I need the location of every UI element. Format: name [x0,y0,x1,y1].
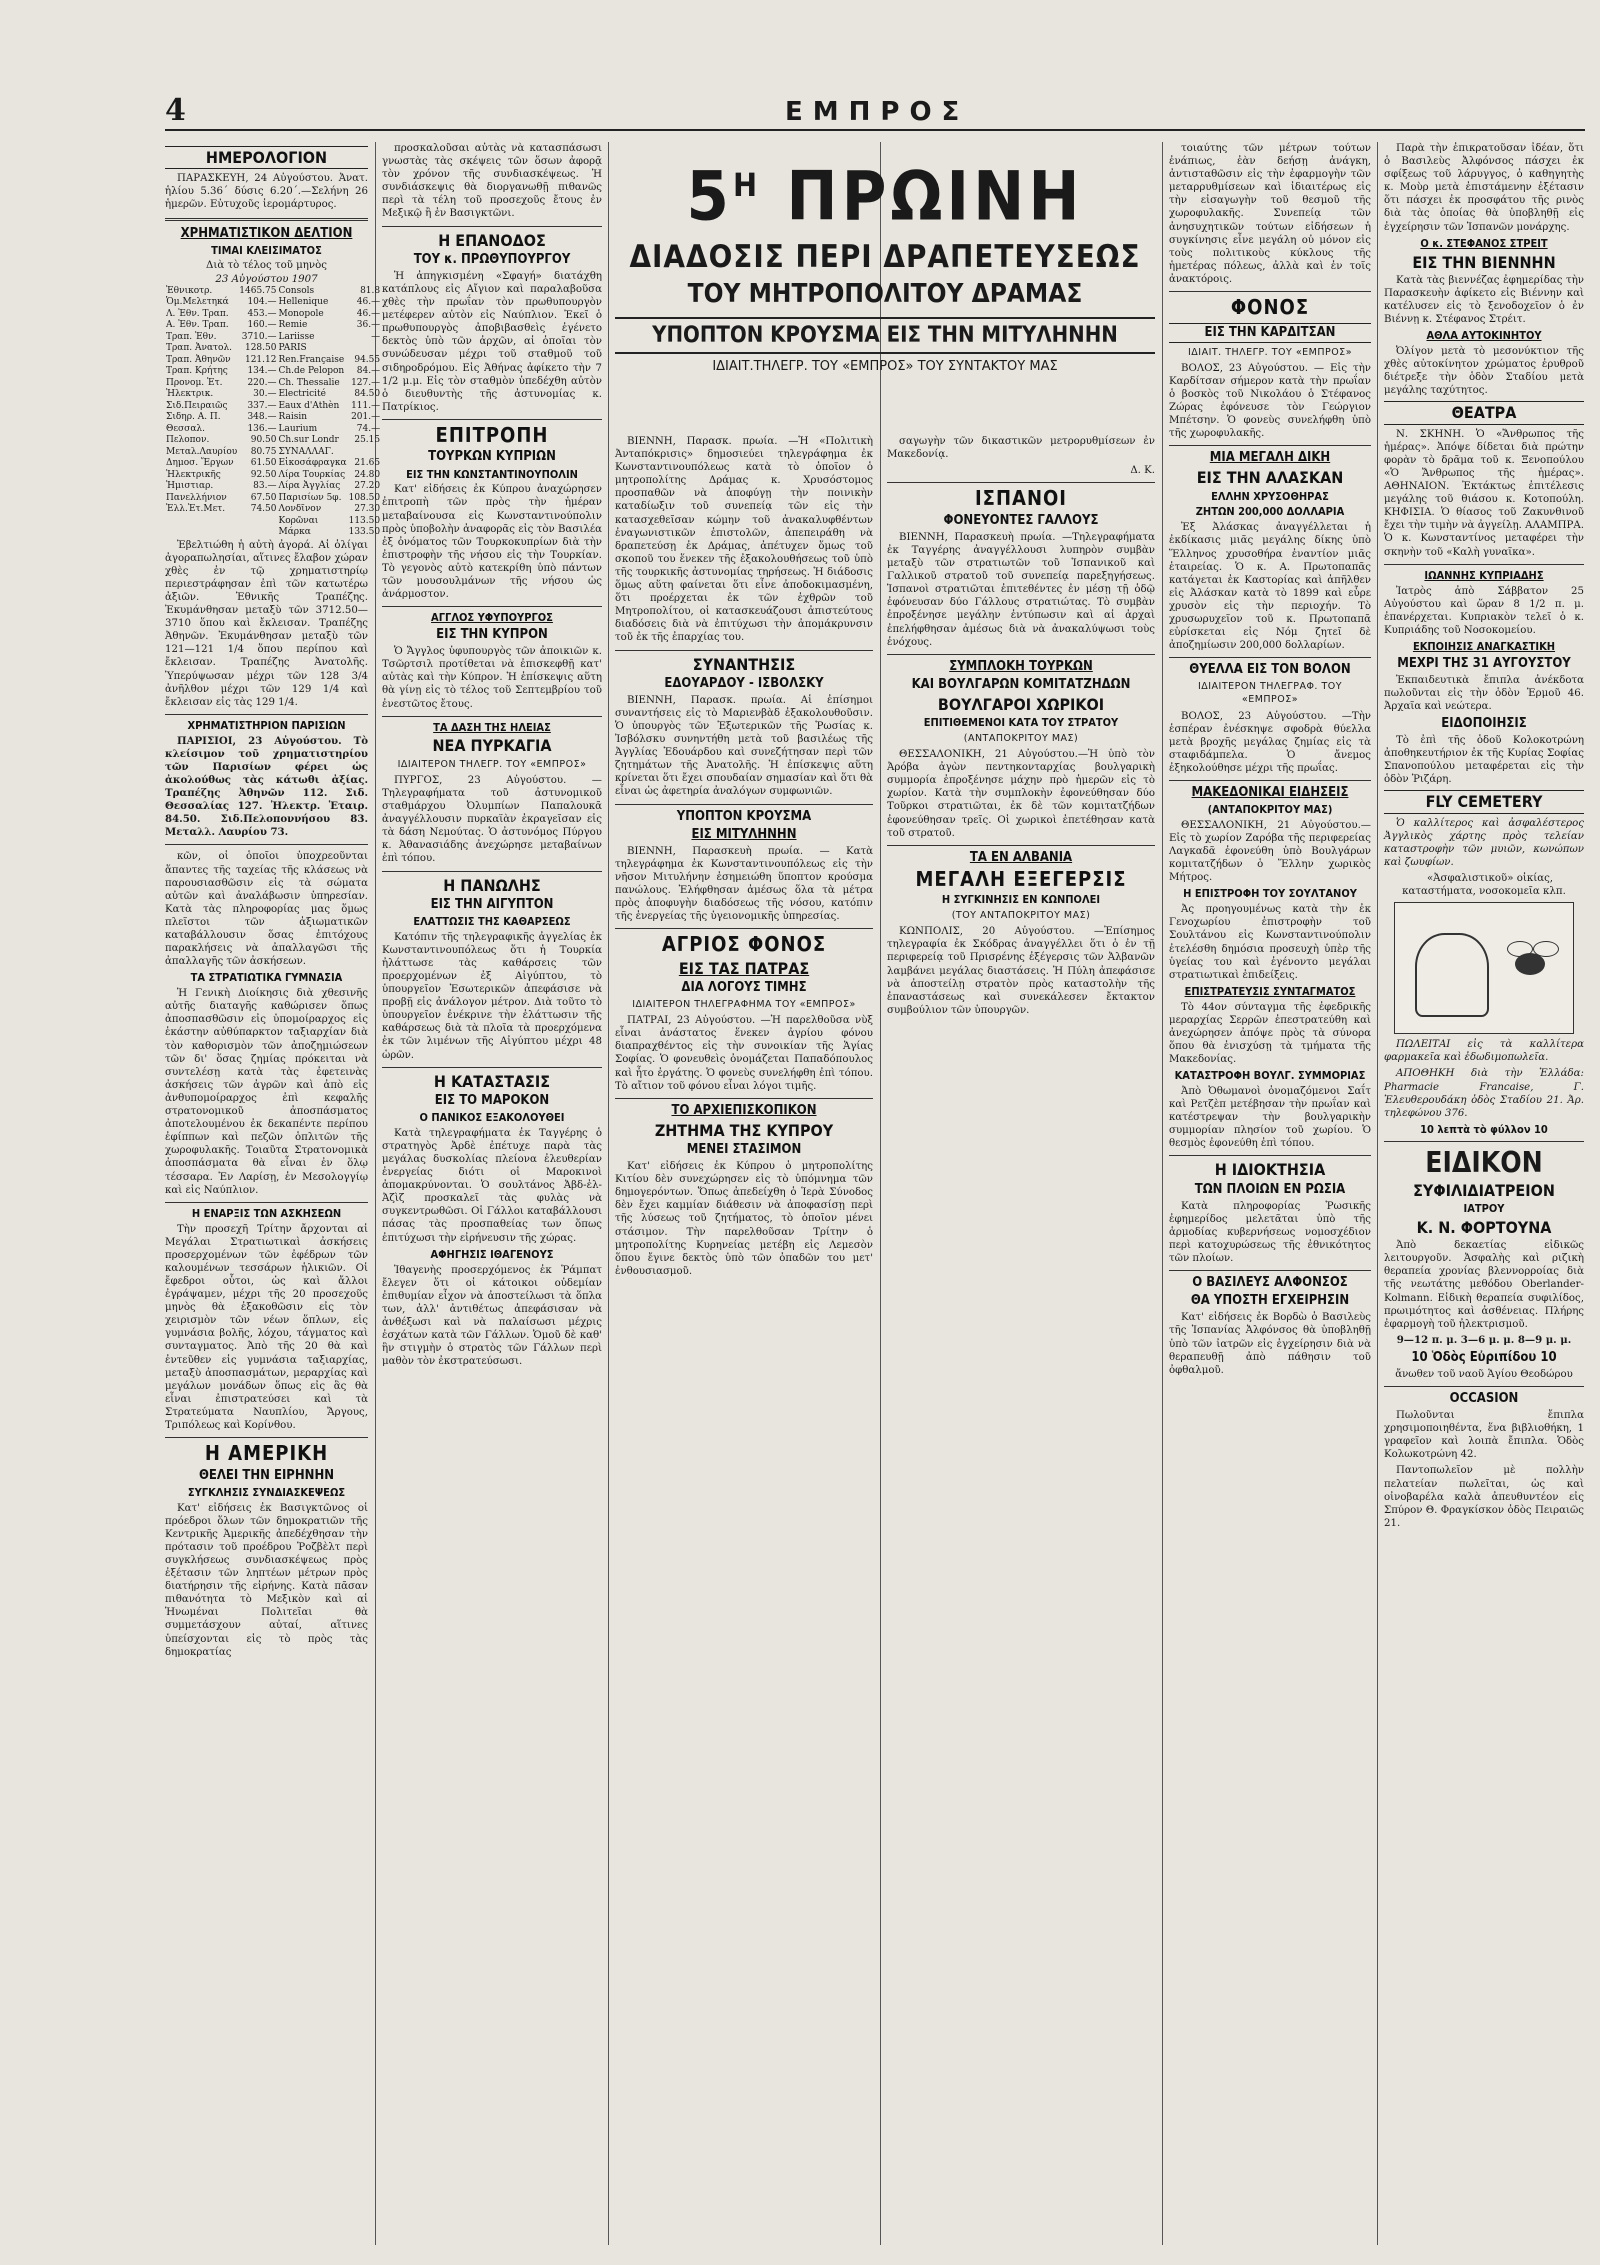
pm-subheading: ΤΟΥ κ. ΠΡΩΘΥΠΟΥΡΓΟΥ [413,251,571,267]
rate-cell: 104.— [247,297,277,308]
ad-heading: ΙΩΑΝΝΗΣ ΚΥΠΡΙΑΔΗΣ [1424,568,1544,582]
rate-cell: 121.12 [244,354,277,365]
column-1 [165,142,381,2245]
notice-text: Τὸ ἐπὶ τῆς ὁδοῦ Κολοκοτρώνη ἀποθηκευτήριον ἐκ τῆς Κυρίας Σοφίας Σπανοπούλου μεταφέρεται εἰς τὴν ὁδὸν Ῥιζάρη. [1384,735,1584,786]
rate-cell: Πελοπον. [166,435,210,446]
sale-heading: ΕΚΠΟΙΗΣΙΣ ΑΝΑΓΚΑΣΤΙΚΗ [1412,639,1556,653]
column-rule [880,142,881,2245]
rate-cell: 21.65 [354,458,381,469]
lead-text: τοιαύτης τῶν μέτρων τούτων ἐνάπιως, ἐὰν δεήσῃ ἀνάγκη, ἀντισταθῶσιν εἰς τὴν ἐφαρμογὴν τῶν μεταρρυθμίσεων καὶ ἰδιαιτέρως εἰς τὴν εἰσαγωγὴν τοῦ θεσμοῦ τῆς χωροφυλακῆς. Συνεπείᾳ τῶν ἀνησυχητικῶν τούτων εἰδήσεων ἡ συγκίνησις εἶνε μεγάλη οὐ μόνον εἰς τοὺς πολιτικοὺς κύκλους τῆς ἡμετέρας πόλεως, ἀλλὰ καὶ ἐν τοῖς ἀνακτόροις. [1169,143,1371,285]
rate-cell: 160.— [247,320,277,331]
meeting-text: ΒΙΕΝΝΗ, Παρασκ. πρωία. Αἱ ἐπίσημοι συναντήσεις εἰς τὸ Μαριενβὰδ ἐξακολουθοῦσιν. Ὁ ὑπουργὸς τῶν Ἐξωτερικῶν τῆς Ῥωσίας κ. Ἰσβόλσκυ συνηντήθη μετὰ τοῦ βασιλέως τῆς Ἀγγλίας Ἐδουάρδου καὶ συνεζήτησαν περὶ τῶν ζητημάτων τῆς Ἀνατολῆς. Ἡ ἐπίσκεψις αὕτη κρίνεται ὅτι ἔχει σπουδαίαν σημασίαν καὶ ὅτι θὰ εἶναι ὡς ἀφετηρία ἀναλόγων συμφωνιῶν. [615,694,873,798]
sultan-heading: Η ΕΠΙΣΤΡΟΦΗ ΤΟΥ ΣΟΥΛΤΑΝΟΥ [1183,887,1357,901]
market-heading: ΧΡΗΜΑΤΙΣΤΙΚΟΝ ΔΕΛΤΙΟΝ [180,225,353,241]
rate-cell: Παρισίων 5φ. [278,492,342,503]
rate-cell: Δημοσ. Ἔργων [166,458,234,469]
rate-cell: Μεταλ.Λαυρίου [166,446,238,457]
divider [382,871,602,872]
rate-cell: Raisin [278,412,308,423]
rate-cell: 136.— [247,423,277,434]
rate-cell: Monopole [278,308,324,319]
divider [887,482,1155,483]
banner-heading-2: ΤΟΥ ΜΗΤΡΟΠΟΛΙΤΟΥ ΔΡΑΜΑΣ [687,278,1083,309]
rate-row [165,355,381,367]
divider [382,419,602,420]
plague-heading: Η ΠΑΝΩΛΗΣ [443,875,541,895]
ad-text: Ἰατρὸς ἀπὸ Σάββατον 25 Αὐγούστου καὶ ὥραν 8 1/2 π. μ. ἐπανέρχεται. Κυπριακὸν τελεῖ ὁ κ. Κυπριάδης τοῦ Νοσοκομείου. [1384,585,1584,636]
theatre-heading: ΘΕΑΤΡΑ [1384,401,1584,424]
account-text: Ἰθαγενὴς προσερχόμενος ἐκ Ῥάμπατ ἔλεγεν ὅτι οἱ κάτοικοι οὐδεμίαν ἐπιθυμίαν εἶχον νὰ ἀποστείλωσι τὰ ὅπλα των, ἀλλ' ἀντιθέτως ἀπεφάσισαν νὰ ἀνθέξωσι καὶ νὰ παλαίσωσι μέχρις ἐσχάτων κατὰ τῶν Γάλλων. Ὁμοῦ δὲ καθ' ἣν στιγμὴν ὁ στρατὸς τῶν Γάλλων περὶ μαθὸν τὸν ἐκστρατεύσωσι. [382,1264,602,1368]
car-heading: ΑΘΛΑ ΑΥΤΟΚΙΝΗΤΟΥ [1426,329,1542,343]
morocco-subheading: ΕΙΣ ΤΟ ΜΑΡΟΚΟΝ [434,1092,550,1108]
king-heading: Ο ΒΑΣΙΛΕΥΣ ΑΛΦΟΝΣΟΣ [1192,1275,1348,1291]
rate-row [165,493,381,505]
column-rule [1377,142,1378,2245]
storm-heading: ΘΥΕΛΛΑ ΕΙΣ ΤΟΝ ΒΟΛΟΝ [1189,662,1351,678]
rate-cell: Ὁμ.Μελετηκά [166,297,229,308]
divider [887,845,1155,846]
fly-icon [1515,953,1545,975]
rate-row [165,309,381,321]
case-text: ΒΙΕΝΝΗ, Παρασκευὴ πρωία. — Κατὰ τηλεγράφημα ἐκ Κωνσταντινουπόλεως εἰς τὴν νῆσον Μιτυλήνην ἐσημειώθη ὕποπτον κρούσμα πανώλους. Ἐλήφθησαν ἀμέσως ὅλα τὰ μέτρα πρὸς ἀποφυγὴν διαδόσεως τῆς νόσου, κατόπιν τῆς ἐνεργείας τῆς ὑγειονομικῆς ὑπηρεσίας. [615,845,873,923]
rate-cell: 220.— [247,377,277,388]
lead-text: Παρὰ τὴν ἐπικρατοῦσαν ἰδέαν, ὅτι ὁ Βασιλεὺς Ἀλφόνσος πάσχει ἐκ σφίξεως τοῦ λάρυγγος, ὁ καθηγητὴς κ. Μοὺρ μετὰ ἐπιστάμενην ἐξέτασιν ὅτι πάσχει ἐκ προσφάτου τῆς ρινὸς διὰ τὰς ὁποίας θὰ ὑποβληθῇ εἰς ἐγχείρησιν τῶν Ἱσπανῶν μονάρχης. [1384,143,1584,233]
rate-cell: 30.— [253,389,277,400]
rate-cell: 134.— [247,366,277,377]
occasion-text: Πωλοῦνται ἔπιπλα χρησιμοποιηθέντα, ἕνα βιβλιοθήκη, 1 γραφεῖον καὶ λοιπὰ ἔπιπλα. Ὁδὸς Κολωκοτρώνη 42. [1384,1410,1584,1461]
rate-row [165,378,381,390]
murder-subheading: ΕΙΣ ΤΗΝ ΚΑΡΔΙΤΣΑΝ [1169,323,1371,343]
rate-cell: 84.— [356,366,381,377]
macedonia-heading: ΜΑΚΕΔΟΝΙΚΑΙ ΕΙΔΗΣΕΙΣ [1191,784,1349,800]
king-subheading: ΘΑ ΥΠΟΣΤΗ ΕΓΧΕΙΡΗΣΙΝ [1190,1293,1350,1309]
rate-cell: 111.— [351,400,381,411]
fly-ad-slogan: «Ἀσφαλιστικοῦ» οἰκίας, καταστήματα, νοσοκομεῖα κλπ. [1402,873,1566,898]
rate-cell: Ἠλεκτρικ. [166,389,214,400]
exercises-text: Τὴν προσεχῆ Τρίτην ἄρχονται αἱ Μεγάλαι Στρατιωτικαὶ ἀσκήσεις προσερχομένων τῶν ἐφέδρων τῶν καλουμένων τεσσάρων ἡλικιῶν. Οἱ ἔφεδροι οὗτοι, ὡς καὶ ἄλλοι ἐγράψαμεν, μέχρι τῆς 20 προσεχοῦς μηνὸς θὰ ἐξακοθῶσιν εἰς τὸν χειρισμὸν τῶν νέων ὅπλων, εἰς γυμνάσια βολῆς, λόχου, τάγματος καὶ συνταγματος. Ἀπὸ τῆς 20 θὰ καὶ ἐντεῦθεν εἰς γυμνάσια ταξιαρχίας, μεταξὺ ἀποσπασμάτων, μεραρχίας καὶ μεγάλων μονάδων ὅπως εἰς ἃς θὰ εἶναι ἐπιστρατεύσει καὶ τὰ Στρατεύματα Ναυπλίου, Ἄργους, Τριπόλεως καὶ Κορίνθου. [165,1223,368,1431]
rate-cell: 127.— [351,377,381,388]
rate-cell: 61.50 [250,458,277,469]
clinic-doctor: Κ. Ν. ΦΟΡΤΟΥΝΑ [1416,1217,1552,1237]
rate-row [165,332,381,344]
spanish-subheading: ΦΟΝΕΥΟΝΤΕΣ ΓΑΛΛΟΥΣ [943,512,1099,528]
divider [1169,291,1371,292]
rate-cell: Λ. Ἐθν. Τραπ. [166,308,229,319]
market-date: 23 Αὐγούστου 1907 [215,273,318,285]
column-5 [1169,142,1371,2245]
divider [1384,1141,1584,1142]
rate-cell: Προνομ. Ἑτ. [166,377,223,388]
divider [1169,445,1371,446]
divider [382,716,602,717]
lead-text: ΒΙΕΝΝΗ, Παρασκ. πρωία. —Ἡ «Πολιτικὴ Ἀνταπόκρισις» δημοσιεύει τηλεγράφημα ἐκ Κωνσταντινουπόλεως κατὰ τὸ ὁποῖον ὁ μητροπολίτης Δράμας κ. Χρυσόστομος προσπαθῶν νὰ ἀποφύγῃ τὴν ποινικὴν καταδίωξιν τοῦ συνεπείᾳ τῶν εἰς τὴν κατασχεθεῖσαν κώμην τοῦ ἀνακαλυφθέντων ἐναγωνιστικῶν ἐπιστολῶν, ἀπεπειράθη νὰ δραπετεύσῃ ἐκ Δράμας, ἀπέτυχεν ὅμως τοῦ σκοποῦ του ἕνεκεν τῆς ἐξακολουθήσεως τοῦ ὑπὸ τῆς τουρκικῆς ἀστυνομίας τηρήσεως. Ἡ διάδοσις ὅμως αὕτη φαίνεται ὅτι εἶνε ἀποδοκιμασμένη, ὅτι προέρχεται ἐκ τῶν ἐχθρῶν τοῦ Μητροπολίτου, οἱ κατασκευάζουσι ἀπιστεύτους διαδόσεις διὰ νὰ ἐπιτύχωσι τὴν ἀπομάκρυνσιν τοῦ ἐκ τῆς ἐπαρχίας του. [615,436,873,644]
column-rule [1162,142,1163,2245]
divider [1169,1270,1371,1271]
banner-time-number: 5 [686,157,733,237]
market-text: Ἐβελτιώθη ἡ αὐτὴ ἀγορά. Αἱ ὀλίγαι ἀγοραπωλησίαι, αἵτινες ἔλαβον χώραν χθὲς ἐν τῷ χρηματιστηρίῳ περιεστράφησαν ἐπὶ τῶν κατωτέρω ἀξιῶν. Ἐθνικῆς Τραπέζης. Ἐκυμάνθησαν μεταξὺ τῶν 3712.50—3710 ὅπου καὶ ἔκλεισαν. Τραπέζης Ἀθηνῶν. Ἐκυμάνθησαν μεταξὺ τῶν 121—121 1/4 ὅπου περίπου καὶ ἔκλεισαν. Τραπέζης Ἀνατολῆς. Ὑπερύψωσαν μέχρι τῶν 128 3/4 ἀνῆλθον μέχρι τῶν 129 1/4 καὶ ἔκλεισαν εἰς τὰς 129 1/4. [165,539,368,708]
divider [1169,657,1371,658]
albania-subheading: ΜΕΓΑΛΗ ΕΞΕΓΕΡΣΙΣ [915,866,1127,891]
murder-text: ΠΑΤΡΑΙ, 23 Αὐγούστου. —Ἡ παρελθοῦσα νὺξ εἶναι ἀνάστατος ἕνεκεν ἀγρίου φόνου διαπραχθέντος εἰς τὴν συνοικίαν τῆς Ἁγίας Σοφίας. Ὁ φονευθεὶς ὀνομάζεται Παπαδόπουλος καὶ ἦτο ἐργάτης. Ὁ φονεὺς συνελήφθη ἐπὶ τόπου. Τὸ αἴτιον τοῦ φόνου εἶναι λόγοι τιμῆς. [615,1015,873,1092]
property-subheading: ΤΩΝ ΠΛΟΙΩΝ ΕΝ ΡΩΣΙΑ [1194,1181,1346,1197]
column-2 [382,142,602,2245]
sale-subheading: ΜΕΧΡΙ ΤΗΣ 31 ΑΥΓΟΥΣΤΟΥ [1397,655,1571,671]
fly-ad-sale: ΠΩΛΕΙΤΑΙ εἰς τὰ καλλίτερα φαρμακεῖα καὶ ἐδωδιμοπωλεῖα. [1384,1039,1584,1064]
divider [165,1202,368,1203]
divider [165,714,368,715]
murder-byline: ΙΔΙΑΙΤΕΡΟΝ ΤΗΛΕΓΡΑΦΗΜΑ ΤΟΥ «ΕΜΠΡΟΣ» [632,999,856,1011]
turks-byline: (ΑΝΤΑΠΟΚΡΙΤΟΥ ΜΑΣ) [963,732,1079,744]
calendar-heading: ΗΜΕΡΟΛΟΓΙΟΝ [165,146,368,169]
banner-heading-1: ΔΙΑΔΟΣΙΣ ΠΕΡΙ ΔΡΑΠΕΤΕΥΣΕΩΣ [629,238,1141,275]
lead-banner [615,150,1155,374]
case-heading: ΥΠΟΠΤΟΝ ΚΡΟΥΣΜΑ [676,808,812,824]
macedonia-byline: (ΑΝΤΑΠΟΚΡΙΤΟΥ ΜΑΣ) [1207,803,1333,817]
camps-text: Ἡ Γενικὴ Διοίκησις διὰ χθεσινῆς αὐτῆς διαταγῆς καθώρισεν ὅπως ἀποσπασθῶσιν εἰς ὑπομοίραρχος εἰς ἑκάστην αὐθύπαρκτον ταξιαρχίαν διὰ τὸν καθορισμὸν τῶν ἀποζημιώσεων τῶν δι' ὅσας ζημίας πρόκειται νὰ συντελέσῃ κατὰ τὰς ἐφετεινὰς ἀσκήσεις τῶν ἀγρῶν καὶ ἀπὸ εἰς ἀνθυπομοίραρχος ἐπὶ κεφαλῆς στρατονομικοῦ ἀποσπάσματος ἀποτελουμένου ἐκ δεκαπέντε περίπου ἐφίππων καὶ πεζῶν ὁπλιτῶν τῆς χωροφυλακῆς. Τοιαῦτα Στρατονομικὰ ἀποσπάσματα θὰ εἶναι ἐν ὅλῳ τέσσαρα. Ἐν Λαρίσῃ, ἐν Μεσολογγίῳ καὶ εἰς Ναύπλιον. [165,988,368,1196]
page-number: 4 [165,93,186,128]
spanish-text: ΒΙΕΝΝΗ, Παρασκευὴ πρωία. —Τηλεγραφήματα ἐκ Ταγγέρης ἀναγγέλλουσι λυπηρὸν συμβὰν μεταξὺ τῶν στρατιωτῶν τοῦ Ἱσπανικοῦ καὶ Γαλλικοῦ στρατοῦ τοῦ συνεπείᾳ παρεξηγήσεως. Ἱσπανοὶ στρατιῶται ἐπιτεθέντες ἐν μέσῃ τῇ ὁδῷ ἐφόνευσαν δύο Γάλλους στρατιώτας. Τὸ συμβὰν ἐπροξένησε μεγάλην ἐντύπωσιν καὶ αἱ ἀρχαὶ ἐπελήφθησαν ἀμέσως διὰ νὰ ἀνακαλύψωσι τοὺς ἐνόχους. [887,531,1155,648]
property-text: Κατὰ πληροφορίας Ῥωσικῆς ἐφημερίδος μελετᾶται ὑπὸ τῆς ἁρμοδίας κυβερνήσεως νομοσχέδιον περὶ κατοχυρώσεως τῆς ἐθνικότητος τῶν πλοίων. [1169,1200,1371,1265]
market-subheading: ΤΙΜΑΙ ΚΛΕΙΣΙΜΑΤΟΣ [211,243,322,257]
rate-cell: 81.8 [360,285,381,296]
rate-cell: 92.50 [250,469,277,480]
rate-cell: Ch.sur Londr [278,435,339,446]
rate-cell: Laurium [278,423,318,434]
rate-row [165,424,381,436]
rate-cell: Θεσσαλ. [166,423,205,434]
rate-cell: 90.50 [250,435,277,446]
banner-time-suffix: Η [733,166,762,204]
masthead [165,95,1585,131]
rate-cell: 36.— [356,320,381,331]
clinic-address-2: ἄνωθεν τοῦ ναοῦ Ἁγίου Θεοδώρου [1395,1368,1573,1380]
archbishop-heading: ΤΟ ΑΡΧΙΕΠΙΣΚΟΠΙΚΟΝ [671,1102,817,1118]
rate-cell: 94.55 [354,354,381,365]
banner-byline: ΙΔΙΑΙΤ.ΤΗΛΕΓΡ. ΤΟΥ «ΕΜΠΡΟΣ» ΤΟΥ ΣΥΝΤΑΚΤΟΥ ΜΑΣ [712,358,1058,374]
governor-heading: ΑΓΓΛΟΣ ΥΦΥΠΟΥΡΓΟΣ [431,611,553,625]
albania-heading: ΤΑ ΕΝ ΑΛΒΑΝΙΑ [969,849,1073,865]
albania-subheading-2: Η ΣΥΓΚΙΝΗΣΙΣ ΕΝ ΚΩΝΠΟΛΕΙ [941,893,1101,907]
rate-cell: 128.50 [244,343,277,354]
turks-subheading-2: ΒΟΥΛΓΑΡΟΙ ΧΩΡΙΚΟΙ [937,694,1105,714]
america-text: Κατ' εἰδήσεις ἐκ Βασιγκτῶνος οἱ πρόεδροι ὅλων τῶν δημοκρατιῶν τῆς Κεντρικῆς Ἀμερικῆς ἀπεδέχθησαν τὴν πρότασιν τοῦ προέδρου Ῥοζβὲλτ περὶ συγκλήσεως συνδιασκέψεως πρὸς ἐξέτασιν τῶν ληπτέων μέτρων πρὸς διατήρησιν τῆς εἰρήνης. Κατὰ πᾶσαν πιθανότητα τὸ Μεξικὸν καὶ αἱ Ἡνωμέναι Πολιτεῖαι θὰ συμμετάσχουν αὐταί, αἵτινες ὑπείσχονται εἰς τὸ πρὸς τὰς δημοκρατίας [165,1502,368,1658]
notice-heading: ΕΙΔΟΠΟΙΗΣΙΣ [1441,716,1527,732]
lead-text: σαγωγὴν τῶν δικαστικῶν μετρορυθμίσεων ἐν Μακεδονίᾳ. [887,436,1155,461]
account-heading: ΑΦΗΓΗΣΙΣ ΙΘΑΓΕΝΟΥΣ [430,1247,554,1261]
rate-cell: Εἰκοσάφραγκα [278,458,347,469]
paris-heading: ΧΡΗΜΑΤΙΣΤΗΡΙΟΝ ΠΑΡΙΣΙΩΝ [187,718,346,732]
rate-cell [165,516,238,528]
occasion-heading: OCCASION [1449,1391,1519,1407]
banner-time [615,150,1155,237]
case-subheading-2: ΕΛΛΗΝ ΧΡΥΣΟΘΗΡΑΣ [1211,489,1329,503]
rate-cell: Σιδηρ. Α. Π. [166,412,221,423]
elis-heading: ΤΑ ΔΑΣΗ ΤΗΣ ΗΛΕΙΑΣ [433,720,551,734]
rate-cell: 67.50 [250,492,277,503]
army-text: Τὸ 44ον σύνταγμα τῆς ἐφεδρικῆς μεραρχίας Σερρῶν ἐπεστρατεύθη καὶ ἀνεχώρησεν ἀπόψε πρὸς τὰ σύνορα ὅπου θὰ ἐνισχύσῃ τὰ τμήματα τῆς Μακεδονίας. [1169,1001,1371,1066]
theatre-text: Ν. ΣΚΗΝΗ. Ὁ «Ἄνθρωπος τῆς ἡμέρας». Ἀπόψε δίδεται διὰ πρώτην φορὰν τὸ δρᾶμα τοῦ κ. Ξενοπούλου «Ὁ Ἄνθρωπος τῆς ἡμέρας». ΑΘΗΝΑΙΟΝ. Ἐκτάκτως ἐπιτέλεσις μεγάλης τοῦ θιάσου κ. Κοτοπούλη. ΚΗΦΙΣΙΑ. Ὁ θίασος τοῦ Ζακυνθινοῦ ἔχει τὴν τιμὴν νὰ ἀγγείλῃ. ΑΛΑΜΠΡΑ. Ὁ κ. Κωνσταντίνος μεταφέρει τὴν σκηνὴν τοῦ «Καλὴ γυναῖκα». [1384,428,1584,558]
rate-cell: Hellenique [278,297,329,308]
rate-cell [238,527,277,539]
cyprus-subheading: ΤΟΥΡΚΩΝ ΚΥΠΡΙΩΝ [428,449,556,465]
paris-text: ΠΑΡΙΣΙΟΙ, 23 Αὐγούστου. Τὸ κλείσιμον τοῦ χρηματιστηρίου τῶν Παρισίων φέρει ὡς ἀκολούθως τὰς κάτωθι ἀξίας. Τραπέζης Ἀθηνῶν 112. Σιδ. Θεσσαλίας 127. Ἠλεκτρ. Ἑταιρ. 84.50. Σιδ.Πελοποννήσου 83. Μεταλλ. Λαυρίου 73. [165,734,368,839]
sale-text: Ἐκπαιδευτικὰ ἔπιπλα ἀνέκδοτα πωλοῦνται εἰς τὴν ὁδὸν Ἑρμοῦ 46. Ἀρχαῖα καὶ νεώτερα. [1384,674,1584,712]
king-text: Κατ' εἰδήσεις ἐκ Βορδὼ ὁ Βασιλεὺς τῆς Ἱσπανίας Ἀλφόνσος θὰ ὑποβληθῇ ὑπὸ τῶν ἰατρῶν εἰς ἐγχείρησιν διὰ νὰ θεραπευθῇ ἀπὸ πάθησιν τοῦ ὀφθαλμοῦ. [1169,1312,1371,1376]
rate-cell: 348.— [247,412,277,423]
army-heading: ΕΠΙΣΤΡΑΤΕΥΣΙΣ ΣΥΝΤΑΓΜΑΤΟΣ [1184,984,1356,998]
raid-heading: ΚΑΤΑΣΤΡΟΦΗ ΒΟΥΛΓ. ΣΥΜΜΟΡΙΑΣ [1174,1069,1366,1083]
rate-cell [348,343,382,355]
divider [887,654,1155,655]
divider [382,1067,602,1068]
divider [1169,780,1371,781]
divider [615,1098,873,1099]
rate-cell: 1465.75 [239,285,277,296]
cyprus-subheading-2: ΕΙΣ ΤΗΝ ΚΩΝΣΤΑΝΤΙΝΟΥΠΟΛΙΝ [406,467,578,481]
archbishop-text: Κατ' εἰδήσεις ἐκ Κύπρου ὁ μητροπολίτης Κιτίου δὲν συνεχώρησεν εἰς τὸ ὑπόμνημα τῶν δημογερόντων. Ὅπως ἀπεδείχθη ὁ Ἱερὰ Σύνοδος δὲν ἔχει καμμίαν διάθεσιν νὰ ἀποφασίσῃ περὶ τῆς λύσεως τοῦ ζητήματος, τὸ ὁποῖον μένει στάσιμον. Τὴν παρελθοῦσαν Τρίτην ὁ μητροπολίτης Κυρηνείας μετέβη εἰς Λεμεσὸν ὅπου ἔγινε δεκτὸς ὑπὸ τῶν ὀπαδῶν του μετ' ἐνθουσιασμοῦ. [615,1161,873,1277]
plague-subheading: ΕΙΣ ΤΗΝ ΑΙΓΥΠΤΟΝ [430,896,554,912]
cyprus-text: Κατ' εἰδήσεις ἐκ Κύπρου ἀναχώρησεν ἐπιτροπὴ τῶν πρὸς τὴν ἡμέραν μεταβαίνουσα εἰς Κωνσταντινούπολιν πρὸς ὑποβολὴν ἀναφορᾶς εἰς τὸν Βασιλέα ἐξ ὀνόματος τῶν Τουρκοκυπρίων διὰ τὴν ἐπιστροφὴν τῆς νήσου εἰς τὴν Τουρκίαν. Τὸ γεγονὸς αὐτὸ κατεκρίθη ὑπὸ πάντων τῶν μουσουλμάνων τῆς νήσου ὡς ἀνάρμοστον. [382,484,602,601]
archbishop-subheading: ΖΗΤΗΜΑ ΤΗΣ ΚΥΠΡΟΥ [654,1120,834,1140]
plague-subheading-2: ΕΛΑΤΤΩΣΙΣ ΤΗΣ ΚΑΘΑΡΣΕΩΣ [413,914,571,928]
rate-cell: — [371,331,381,342]
divider [165,1437,368,1438]
clinic-subheading: ΙΑΤΡΟΥ [1463,1202,1505,1215]
stefanos-subheading: ΕΙΣ ΤΗΝ ΒΙΕΝΝΗΝ [1412,252,1556,272]
pm-text: Ἡ ἀπηγκισμένη «Σφαγή» διατάχθη κατάπλους εἰς Αἴγιον καὶ παραλαβοῦσα χθὲς τὴν πρωΐαν τὸν πρωθυπουργὸν μετέφερεν αὐτὸν εἰς Ναύπλιον. Ἐκεῖ ὁ πρωθυπουργὸς ἀποβιβασθεὶς ἐγένετο δεκτὸς ὑπὸ τῶν ἀρχῶν, αἱ ὁποῖαι τὸν συνώδευσαν μέχρι τοῦ σταθμοῦ τοῦ σιδηροδρόμου. Εἰς Ἀθήνας ἀφίκετο τὴν 7 1/2 μ.μ. Εἰς τὸν σταθμὸν ὑπεδέχθη αὐτὸν ὁ διευθυντὴς τῆς ἀστυνομίας κ. Πατρίκιος. [382,270,602,413]
divider [615,928,873,929]
article-text: κῶν, οἱ ὁποῖοι ὑποχρεοῦνται ἅπαντες τῆς ταχείας τῆς κλάσεως νὰ παρουσιασθῶσιν εἰς τὰ σώματα αὐτῶν καὶ ἀναλάβωσιν ὑπηρεσίαν. Κατὰ τὰς πληροφορίας μας ὅμως πλεῖστοι τῶν ἀξιωματικῶν καταβάλλουσιν ὅσας ἐπιτόχους παρακλήσεις νὰ ἀπαλλαγῶσι τῆς ἀπαλλαγῆς τῶν ἀσκήσεων. [165,851,368,968]
column-3 [615,435,873,2245]
rate-cell: 84.50 [354,389,381,400]
banner-heading-3: ΥΠΟΠΤΟΝ ΚΡΟΥΣΜΑ ΕΙΣ ΤΗΝ ΜΙΤΥΛΗΝΗΝ [615,317,1155,354]
divider [1384,1386,1584,1387]
raid-text: Ἀπὸ Ὀθωμανοὶ ὀνομαζόμενοι Σαΐτ καὶ Ρετζὲπ μετέβησαν τὴν πρωΐαν καὶ κατέστρεψαν τὴν βουλγαρικὴν συμμορίαν πλησίον τοῦ χωρίου. Ὁ θεσμὸς ἐφονεύθη ἐπὶ τόπου. [1169,1086,1371,1150]
signature: Δ. Κ. [1130,465,1155,477]
rate-cell: 80.75 [250,446,277,457]
rate-cell [165,527,238,539]
fly-ad-text: Ὁ καλλίτερος καὶ ἀσφαλέστερος Ἀγγλικὸς χάρτης πρὸς τελείαν καταστροφὴν τῶν μυιῶν, κωνώπων καὶ ζωυφίων. [1384,817,1584,869]
murder-byline: ΙΔΙΑΙΤ. ΤΗΛΕΓΡ. ΤΟΥ «ΕΜΠΡΟΣ» [1187,346,1353,358]
rate-cell: Τραπ. Ἀνατολ. [166,343,233,354]
divider [165,218,368,221]
divider [382,606,602,607]
archbishop-subheading-2: ΜΕΝΕΙ ΣΤΑΣΙΜΟΝ [686,1142,802,1158]
rate-cell: Μάρκα [278,527,311,538]
rate-cell: 83.— [253,481,277,492]
rate-cell: Remie [278,320,308,331]
fly-ad-depot: ΑΠΟΘΗΚΗ διὰ τὴν Ἑλλάδα: Pharmacie Francaise, Γ. Ἐλευθερουδάκη ὁδὸς Σταδίου 21. Ἀρ. τηλεφώνου 376. [1384,1068,1584,1119]
stefanos-heading: Ο κ. ΣΤΕΦΑΝΟΣ ΣΤΡΕΙΤ [1420,236,1548,250]
rate-cell [238,516,277,528]
rate-cell: Τραπ. Ἀθηνῶν [166,354,231,365]
fire-heading: ΝΕΑ ΠΥΡΚΑΓΙΑ [432,736,552,756]
rate-cell: Eaux d'Athèn [278,400,340,411]
rate-cell: Consols [278,285,315,296]
rate-row [165,504,381,516]
case-subheading: ΕΙΣ ΜΙΤΥΛΗΝΗΝ [691,826,797,842]
case-text: Ἐξ Ἀλάσκας ἀναγγέλλεται ἡ ἐκδίκασις μιᾶς μεγάλης δίκης ὑπὸ Ἕλληνος χρυσοθήρα ἐναντίον μιᾶς ἑταιρείας. Ὁ κ. Α. Πρωτοπαπᾶς κατάγεται ἐκ Καστορίας καὶ ἀπῆλθεν εἰς Ἀλάσκαν κατὰ τὸ 1899 καὶ εὗρε χρυσὸν εἰς τὴν περιοχήν. Τὸ χρυσωρυχεῖον τοῦ κ. Πρωτοπαπᾶ εὑρίσκεται εἰς Νόμ ζητεῖ δὲ ἀποζημίωσιν 200,000 δολλαρίων. [1169,522,1371,652]
newspaper-name: ΕΜΠΡΟΣ [785,97,970,127]
rate-cell: Λίρα Ἀγγλίας [278,481,341,492]
rate-cell: 108.50 [348,492,381,503]
murder-subheading: ΕΙΣ ΤΑΣ ΠΑΤΡΑΣ [678,958,810,978]
sprayer-icon [1415,933,1489,1017]
rate-cell: 74.50 [250,504,277,515]
morocco-text: Κατὰ τηλεγραφήματα ἐκ Ταγγέρης ὁ στρατηγὸς Ἀρδὲ ἐπέτυχε παρὰ τὰς μεγάλας δυσκολίας πλείονα ἐλευθερίαν ἐνεργείας διότι οἱ Μαροκινοὶ ἀπομακρύνονται. Ὁ σουλτάνος Ἀβδ-ἐλ-Ἀζὶζ προσκαλεῖ τὰς φυλὰς νὰ συγκεντρωθῶσι. Οἱ Γάλλοι καταβάλλουσι πάσας τὰς προσπαθείας των ὅπως ἐπιτύχωσι τὴν εἰρήνευσιν τῆς χώρας. [382,1127,602,1244]
plague-text: Κατόπιν τῆς τηλεγραφικῆς ἀγγελίας ἐκ Κωνσταντινουπόλεως ὅτι ἡ Τουρκία ἠλάττωσε τὰς καθάρσεις τῶν προερχομένων ἐξ Αἰγύπτου, τὸ ὑπουργεῖον Ἐσωτερικῶν ἀπεφάσισε νὰ προβῇ εἰς ἀνάλογον μέτρον. Διὰ τοῦτο τὸ ὑπουργεῖον ἐνέκρινε τὴν ἐλάττωσιν τῆς καθάρσεως διὰ τὰ πλοῖα τὰ προερχόμενα ἐκ τῶν λιμένων τῆς Αἰγύπτου μέχρι 48 ὡρῶν. [382,931,602,1061]
america-subheading: ΘΕΛΕΙ ΤΗΝ ΕΙΡΗΝΗΝ [198,1467,335,1483]
case-subheading: ΕΙΣ ΤΗΝ ΑΛΑΣΚΑΝ [1196,468,1344,488]
storm-byline: ΙΔΙΑΙΤΕΡΟΝ ΤΗΛΕΓΡΑΦ. ΤΟΥ «ΕΜΠΡΟΣ» [1197,681,1343,706]
spanish-heading: ΙΣΠΑΝΟΙ [974,486,1067,511]
rate-cell: Ἠλεκτρικῆς [166,469,221,480]
rate-cell: 46.— [356,308,381,319]
property-heading: Η ΙΔΙΟΚΤΗΣΙΑ [1214,1160,1326,1180]
rate-cell: 201.— [351,412,381,423]
rate-cell: Πανελλήνιον [166,492,227,503]
divider [615,650,873,651]
morocco-subheading-2: Ο ΠΑΝΙΚΟΣ ΕΞΑΚΟΛΟΥΘΕΙ [419,1110,565,1124]
rate-cell: 453.— [247,308,277,319]
rate-cell: Ch. Thessalie [278,377,340,388]
divider [1169,1155,1371,1156]
rate-cell: 27.20 [354,481,381,492]
column-4 [887,435,1155,2245]
cyprus-heading: ΕΠΙΤΡΟΠΗ [435,422,549,447]
rate-cell: Ren.Française [278,354,345,365]
murder-subheading-2: ΔΙΑ ΛΟΓΟΥΣ ΤΙΜΗΣ [681,980,807,996]
america-heading: Η ΑΜΕΡΙΚΗ [204,1441,329,1466]
divider [382,226,602,227]
rate-cell: Τραπ. Ἐθν. [166,331,217,342]
rate-row [165,516,381,528]
car-text: Ὀλίγον μετὰ τὸ μεσονύκτιον τῆς χθὲς αὐτοκίνητον χρώματος ἐρυθροῦ διέτρεξε τὴν ὁδὸν Σταδίου μετὰ μεγάλης ταχύτητος. [1384,346,1584,397]
murder-heading: ΑΓΡΙΟΣ ΦΟΝΟΣ [661,932,827,957]
rate-row [165,320,381,332]
rate-cell: PARIS [278,343,307,354]
rates-table [165,286,381,539]
stefanos-text: Κατὰ τὰς βιεννέζας ἐφημερίδας τὴν Παρασκευὴν ἀφίκετο εἰς Βιέννην καὶ κατέλυσεν εἰς τὸ ξενοδοχεῖον ὁ ἐν Βιέννῃ κ. Στέφανος Στρέιτ. [1384,274,1584,326]
pm-heading: Η ΕΠΑΝΟΔΟΣ [438,230,546,250]
rate-cell: Σιδ.Πειραιῶς [166,400,228,411]
rate-cell: Τραπ. Κρήτης [166,366,228,377]
column-rule [608,142,609,2245]
case-subheading-3: ΖΗΤΩΝ 200,000 ΔΟΛΛΑΡΙΑ [1195,505,1345,519]
turks-subheading: ΚΑΙ ΒΟΥΛΓΑΡΩΝ ΚΟΜΙΤΑΤΖΗΔΩΝ [911,676,1131,692]
camps-heading: ΤΑ ΣΤΡΑΤΙΩΤΙΚΑ ΓΥΜΝΑΣΙΑ [190,971,343,985]
governor-text: Ὁ Ἄγγλος ὑφυπουργὸς τῶν ἀποικιῶν κ. Τσῶρτσιλ προτίθεται νὰ ἐπισκεφθῇ κατ' αὐτὰς καὶ τὴν Κύπρον. Ἡ ἐπίσκεψις αὕτη θὰ γίνῃ εἰς τὸ τέλος τοῦ Σεπτεμβρίου τοῦ ἐνεστῶτος ἔτους. [382,646,602,710]
divider [165,844,368,845]
rate-cell: 46.— [356,297,381,308]
rate-cell: 74.— [356,423,381,434]
rate-cell: 113.50 [348,515,381,526]
rate-cell: Α. Ἐθν. Τραπ. [166,320,229,331]
clinic-hours: 9—12 π. μ. 3—6 μ. μ. 8—9 μ. μ. [1396,1333,1572,1346]
macedonia-text: ΘΕΣΣΑΛΟΝΙΚΗ, 21 Αὐγούστου.—Εἰς τὸ χωρίον Ζαρόβα τῆς περιφερείας Λαγκαδᾶ ἐφονεύθη ὑπὸ Βουλγάρων κομιτατζήδων ὁ Ἕλλην χωρικὸς Μήτρος. [1169,819,1371,884]
rate-cell: Ἐθνικοτρ. [166,285,213,296]
column-6 [1384,142,1584,2245]
rate-cell: Ἠμιστιαρ. [166,481,214,492]
storm-text: ΒΟΛΟΣ, 23 Αὐγούστου. —Τὴν ἑσπέραν ἐνέσκηψε σφοδρὰ θύελλα μετὰ βροχῆς μεγάλας ζημίας εἰς τὰ σταφιδάμπελα. Ὁ ἄνεμος ἐξηκολούθησε μέχρι τῆς πρωΐας. [1169,710,1371,774]
market-line: Διὰ τὸ τέλος τοῦ μηνὸς [206,260,327,272]
rate-cell: 337.— [247,400,277,411]
calendar-text: ΠΑΡΑΣΚΕΥΗ, 24 Αὐγούστου. Ἀνατ. ἡλίου 5.36΄ δύσις 6.20΄.—Σελήνη 26 ἡμερῶν. Εὐτυχοῦς ἱερομάρτυρος. [165,173,368,211]
clinic-address: 10 Ὁδὸς Εὐριπίδου 10 [1411,1349,1557,1365]
rate-cell: Ἑλλ.Ἐτ.Μετ. [166,504,226,515]
rate-row [165,458,381,470]
america-subheading-2: ΣΥΓΚΛΗΣΙΣ ΣΥΝΔΙΑΣΚΕΨΕΩΣ [187,1485,346,1499]
rate-cell: Λίρα Τουρκίας [278,469,346,480]
fire-text: ΠΥΡΓΟΣ, 23 Αὐγούστου. —Τηλεγραφήματα τοῦ ἀστυνομικοῦ σταθμάρχου Ὀλυμπίων Παπαλουκᾶ ἀναγγέλλουσιν πυρκαϊὰν ἐκραγεῖσαν εἰς τὰ δάση Νεμούτας. Ὁ ἀστυνόμος Πύργου κ. Ἀθανασιάδης ἀνεχώρησε μεταβαίνων ἐπὶ τόπου. [382,774,602,865]
rate-cell: Λονδῖνον [278,504,322,515]
rate-row [165,527,381,539]
rate-cell: 25.15 [354,435,381,446]
rate-row [165,297,381,309]
rate-cell: 24.80 [354,469,381,480]
rate-cell: 27.30 [354,504,381,515]
rate-row [165,470,381,482]
rate-row [165,447,381,459]
fly-ad-heading: FLY CEMETERY [1384,790,1584,813]
fly-ad-illustration [1394,902,1574,1034]
rate-row [165,343,381,355]
murder-heading: ΦΟΝΟΣ [1230,295,1310,320]
rate-cell: ΣΥΝΑΛΛΑΓ. [278,446,334,457]
rate-cell: Κορῶναι [278,515,319,526]
governor-subheading: ΕΙΣ ΤΗΝ ΚΥΠΡΟΝ [436,627,548,643]
divider [615,804,873,805]
rate-row [165,389,381,401]
clinic-heading-2: ΣΥΦΙΛΙΔΙΑΤΡΕΙΟΝ [1413,1180,1555,1200]
exercises-heading: Η ΕΝΑΡΞΙΣ ΤΩΝ ΑΣΚΗΣΕΩΝ [191,1206,342,1220]
divider [1384,564,1584,565]
rate-cell [348,447,382,459]
case-heading: ΜΙΑ ΜΕΓΑΛΗ ΔΙΚΗ [1209,450,1331,466]
turks-subheading-3: ΕΠΙΤΙΘΕΜΕΝΟΙ ΚΑΤΑ ΤΟΥ ΣΤΡΑΤΟΥ [923,716,1119,730]
fire-subheading: ΙΔΙΑΙΤΕΡΟΝ ΤΗΛΕΓΡ. ΤΟΥ «ΕΜΠΡΟΣ» [397,758,587,770]
meeting-heading: ΣΥΝΑΝΤΗΣΙΣ [692,654,796,674]
fly-ad-price: 10 λεπτὰ τὸ φύλλον 10 [1420,1122,1548,1136]
albania-text: ΚΩΝΠΟΛΙΣ, 20 Αὐγούστου. —Ἐπίσημος τηλεγραφία ἐκ Σκόδρας ἀναγγέλλει ὅτι ὁ ἐν τῇ περιφερείᾳ τοῦ Πρισρένης ἐξέγερσις τῶν Ἀλβανῶν λαμβάνει μεγάλας διαστάσεις. Ἡ Πύλη ἀπεφάσισε νὰ ἀποστείλῃ στρατὸν πρὸς καταστολὴν τῆς ἐπαναστάσεως καὶ συνεκάλεσεν ἔκτακτον συμβούλιον τῶν ὑπουργῶν. [887,926,1155,1016]
turks-text: ΘΕΣΣΑΛΟΝΙΚΗ, 21 Αὐγούστου.—Ἡ ὑπὸ τὸν Ἀρόβα ἀγὼν πεντηκονταρχίας βουλγαρικὴ συμμορία ἐπροξένησε μάχην πρὸ ἡμερῶν εἰς τὸ χωρίον. Κατὰ τὴν συμπλοκὴν ἐφονεύθησαν δύο Τοῦρκοι στρατιῶται, ἐκ δὲ τῶν κομιτατζήδων ἐφονεύθησαν τρεῖς. Οἱ χωρικοὶ ἐπετέθησαν κατὰ τοῦ στρατοῦ. [887,749,1155,839]
article-text: προσκαλοῦσαι αὐτὰς νὰ κατασπάσωσι γνωστὰς τὰς σκέψεις τῶν ὅσων ἀφορᾷ τὸν χρόνον τῆς συνδιασκέψεως. Ἡ συνδιάσκεψις θὰ διοργανωθῇ πιθανῶς περὶ τὰ τέλη τοῦ προσεχοῦς ἔτους ἐν Μεξικῷ ἢ ἐν Βασιγκτῶνι. [382,143,602,220]
rate-row [165,435,381,447]
rate-cell: Electricité [278,389,326,400]
rate-cell: 3710.— [241,331,277,342]
sultan-text: Ἀς προηγουμένως κατὰ τὴν ἐκ Γενοχωρίου ἐπιστροφὴν τοῦ Σουλτάνου εἰς Κωνσταντινούπολιν ἐτελέσθη δημόσια προσευχὴ ὑπὲρ τῆς ὑγείας του καὶ ἐγένοντο μεγάλαι στρατιωτικαὶ ἐπιδείξεις. [1169,904,1371,981]
rate-row [165,366,381,378]
rate-cell: 133.50 [348,527,381,538]
banner-time-word: ΠΡΩΙΝΗ [786,157,1084,237]
meeting-subheading: ΕΔΟΥΑΡΔΟΥ - ΙΣΒΟΛΣΚΥ [664,675,824,691]
rate-row [165,412,381,424]
albania-byline: (ΤΟΥ ΑΝΤΑΠΟΚΡΙΤΟΥ ΜΑΣ) [951,910,1091,922]
clinic-heading: ΕΙΔΙΚΟΝ [1425,1145,1543,1179]
rate-row [165,401,381,413]
morocco-heading: Η ΚΑΤΑΣΤΑΣΙΣ [433,1071,551,1091]
grocery-text: Παντοπωλεῖον μὲ πολλὴν πελατείαν πωλεῖται, ὡς καὶ οἰνοβαρέλα καλὰ ἀπευθυντέον εἰς Σπύρον Θ. Φραγκίσκον ὁδὸς Πειραιῶς 21. [1384,1465,1584,1529]
rate-cell: Lariisse [278,331,315,342]
murder-text: ΒΟΛΟΣ, 23 Αὐγούστου. — Εἰς τὴν Καρδίτσαν σήμερον κατὰ τὴν πρωΐαν ὁ βοσκὸς τοῦ Νικολάου ὁ Στέφανος Ζώρας ἐφόνευσε τὸν Γεώργιον Μπέτσην. Ὁ φονεὺς συνελήφθη ὑπὸ τῆς χωροφυλακῆς. [1169,362,1371,440]
rate-cell: Ch.de Pelopon [278,366,345,377]
rate-row [165,481,381,493]
turks-heading: ΣΥΜΠΛΟΚΗ ΤΟΥΡΚΩΝ [949,658,1093,674]
clinic-text: Ἀπὸ δεκαετίας εἰδικῶς λειτουργοῦν. Ἀσφαλὴς καὶ ριζικὴ θεραπεία χρονίας βλεννορροίας διὰ τῆς νεωτάτης μεθόδου Oberlander-Kolmann. Εἰδικὴ θεραπεία συφιλίδος, πρωιμότητος καὶ ἀσθένειας. Πλήρης ἐφαρμογὴ τοῦ ἠλεκτρισμοῦ. [1384,1240,1584,1330]
rate-row [165,286,381,298]
